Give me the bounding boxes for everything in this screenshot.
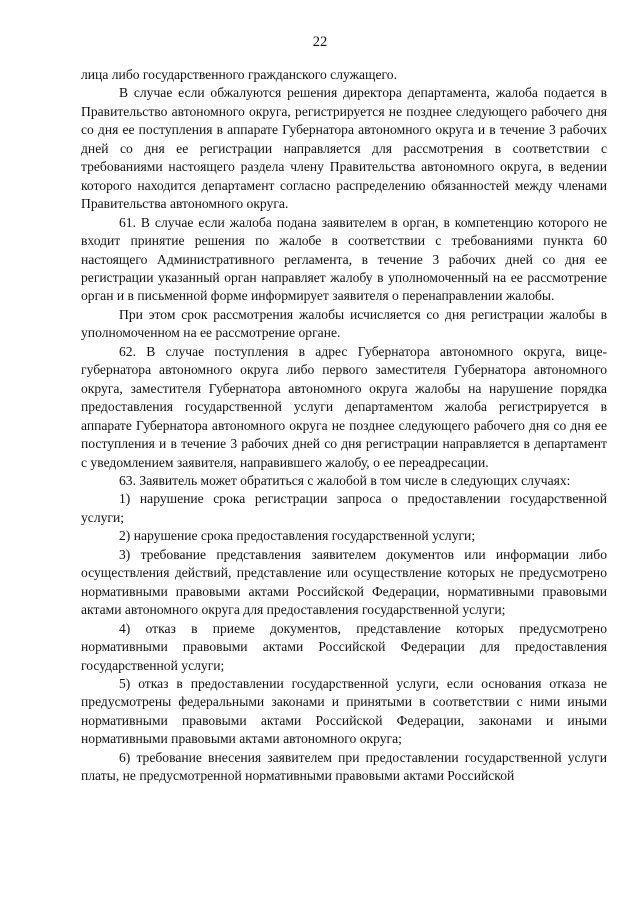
list-item-4: 4) отказ в приеме документов, представление которых предусмотрено нормативными правовыми актами Российской Федерации для предоставления государственной услуги;: [81, 620, 607, 673]
paragraph-2: В случае если обжалуются решения директора департамента, жалоба подается в Правительство автономного округа, регистрируется не позднее следующего рабочего дня со дня ее поступления в аппарате Губернатора автономного округа и в течение 3 рабочих дней со дня ее регистрации направляется для рассмотрения в соответствии с требованиями настоящего раздела члену Правительства автономного округа, в ведении которого находится департамент согласно распределению обязанностей между членами Правительства автономного округа.: [81, 85, 607, 212]
list-item-6: 6) требование внесения заявителем при предоставлении государственной услуги платы, не предусмотренной нормативными правовыми актами Российской: [81, 749, 607, 784]
list-item-1: 1) нарушение срока регистрации запроса о предоставлении государственной услуги;: [81, 491, 607, 525]
paragraph-4: При этом срок рассмотрения жалобы исчисляется со дня регистрации жалобы в уполномоченном на ее рассмотрение органе.: [81, 306, 607, 341]
paragraph-1: лица либо государственного гражданского служащего.: [81, 67, 397, 82]
list-item-2: 2) нарушение срока предоставления государственной услуги;: [119, 528, 476, 544]
page-number: 22: [312, 34, 328, 50]
paragraph-3: 61. В случае если жалоба подана заявителем в орган, в компетенцию которого не входит принятие решения по жалобе в соответствии с требованиями пункта 60 настоящего Административного регламента, в течение 3 рабочих дней со дня ее регистрации указанный орган направляет жалобу в уполномоченный на ее рассмотрение орган и в письменной форме информирует заявителя о перенаправлении жалобы.: [81, 214, 607, 304]
paragraph-5: 62. В случае поступления в адрес Губернатора автономного округа, вице-губернатора автономного округа либо первого заместителя Губернатора автономного округа, заместителя Губернатора автономного округа жалобы на нарушение порядка предоставления государственной услуги департаментом жалоба регистрируется в аппарате Губернатора автономного округа не позднее следующего рабочего дня со дня ее поступления и в течение 3 рабочих дней со дня регистрации направляется в департамент с уведомлением заявителя, направившего жалобу, о ее переадресации.: [81, 343, 607, 470]
list-item-5: 5) отказ в предоставлении государственной услуги, если основания отказа не предусмотрены федеральными законами и принятыми в соответствии с ними иными нормативными правовыми актами Российской Федерации, законами и иными нормативными правовыми актами автономного округа;: [81, 675, 607, 747]
paragraph-6: 63. Заявитель может обратиться с жалобой в том числе в следующих случаях:: [119, 472, 571, 488]
list-item-3: 3) требование представления заявителем документов или информации либо осуществления действий, представление или осуществление которых не предусмотрено нормативными правовыми актами Российской Федерации, нормативными правовыми актами автономного округа для предоставления государственной услуги;: [81, 546, 607, 618]
document-body: [81, 66, 607, 786]
